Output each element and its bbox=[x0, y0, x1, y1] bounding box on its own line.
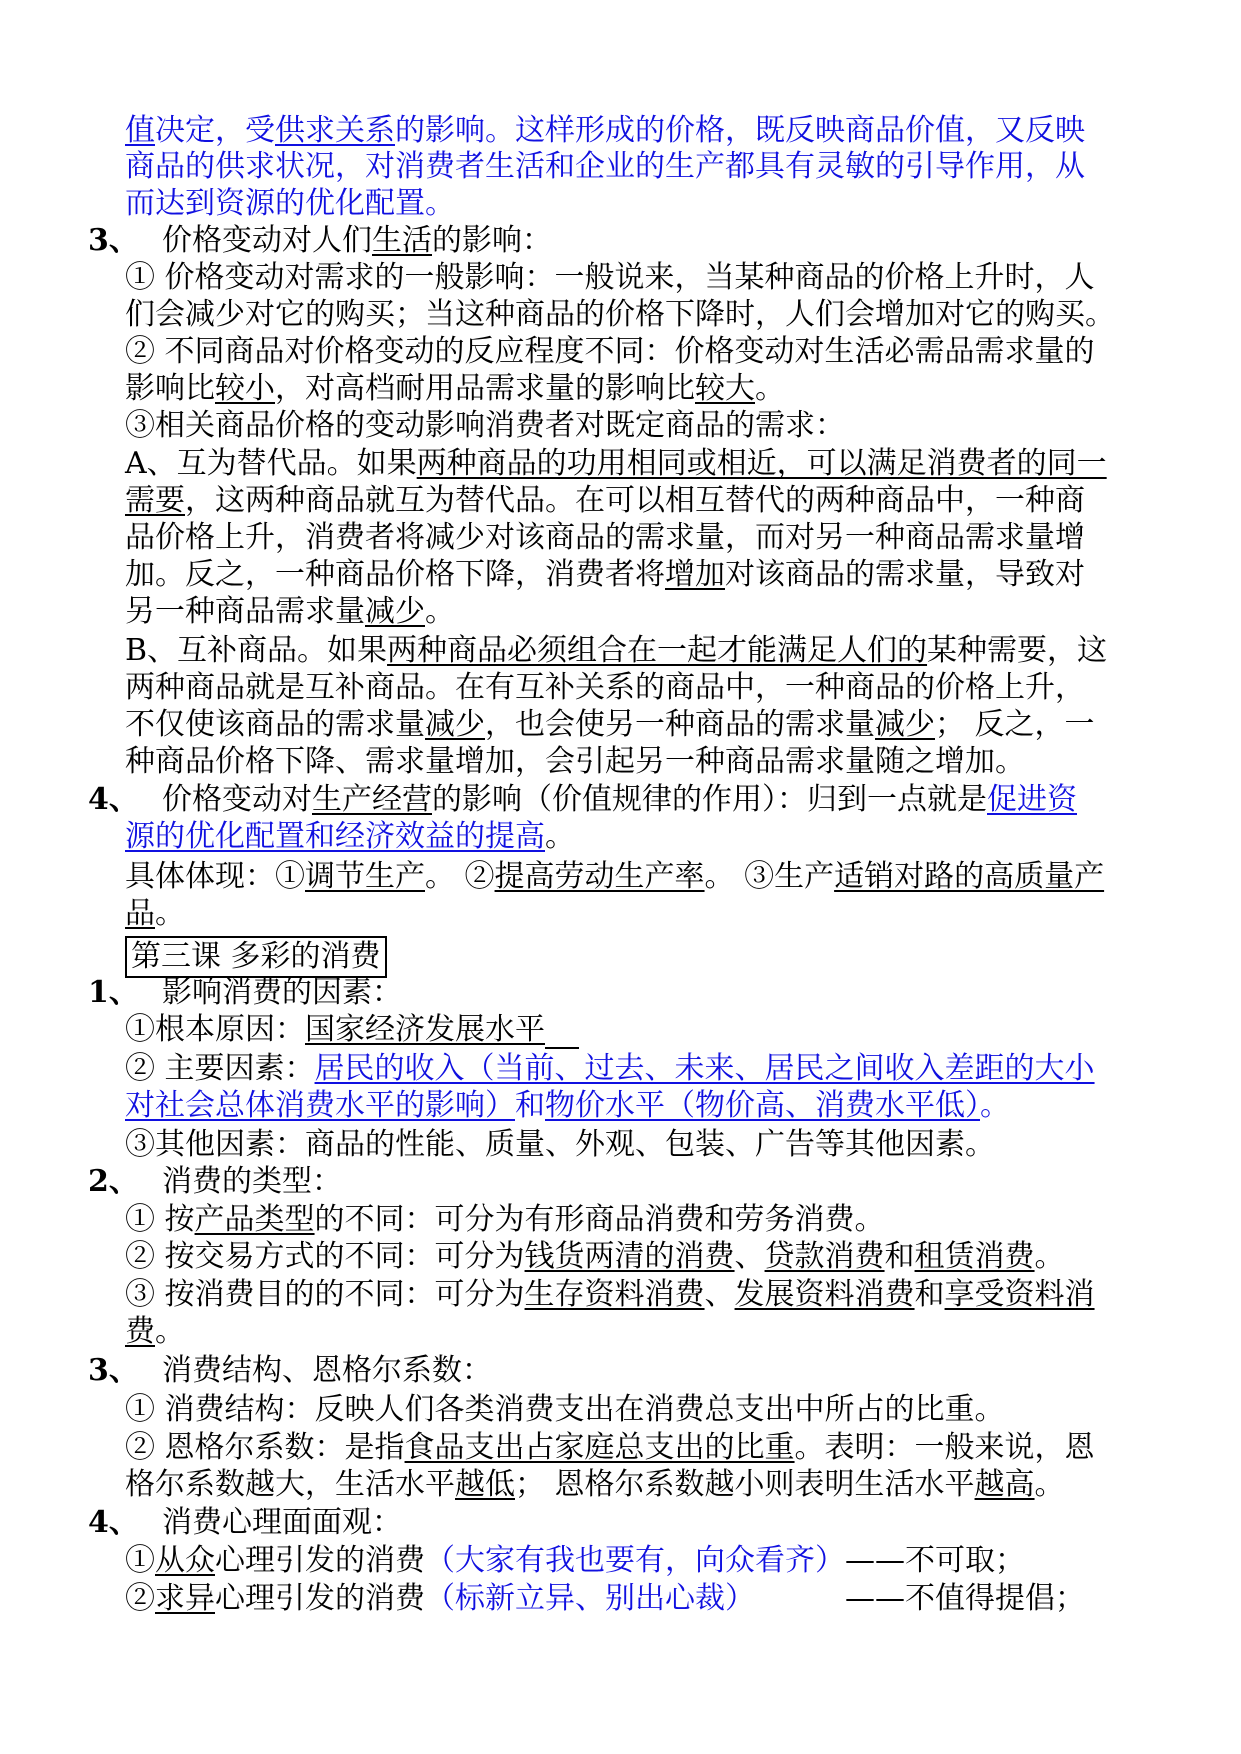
text: ； 恩格尔系数越小则表明生活水平 bbox=[515, 1467, 975, 1502]
paragraph-line bbox=[125, 445, 1107, 483]
underlined-term: 增加 bbox=[665, 557, 725, 592]
underlined-term: 促进资 bbox=[987, 782, 1077, 817]
text: ——不值得提倡； bbox=[845, 1581, 1085, 1616]
text: ，也会使另一种商品的需求量 bbox=[485, 707, 875, 742]
paragraph-line bbox=[125, 1542, 1025, 1580]
text: 价格变动对人们 bbox=[162, 223, 372, 258]
paragraph-line bbox=[125, 1429, 1095, 1467]
paragraph-line bbox=[125, 1238, 1065, 1276]
text: ② 按交易方式的不同：可分为 bbox=[125, 1239, 525, 1274]
text: 和 bbox=[884, 1239, 915, 1274]
paragraph-line bbox=[125, 895, 185, 933]
underlined-term: 供求关系 bbox=[275, 113, 395, 148]
text: 加。反之，一种商品价格下降，消费者将 bbox=[125, 557, 665, 592]
underlined-term: 两种商品的功用相同或相近，可以满足消费者的同一 bbox=[416, 446, 1107, 481]
text: 的影响（价值规律的作用）：归到一点就是 bbox=[432, 782, 987, 817]
section-heading: 消费心理面面观： bbox=[162, 1505, 402, 1540]
underlined-term: 适销对路的高质量产 bbox=[834, 859, 1105, 894]
underlined-term: 物价水平（物价高、消费水平低） bbox=[545, 1088, 980, 1123]
text: 和 bbox=[515, 1088, 545, 1123]
section-heading: 影响消费的因素： bbox=[162, 975, 402, 1010]
intro-line-2: 商品的供求状况，对消费者生活和企业的生产都具有灵敏的引导作用，从 bbox=[125, 149, 1085, 184]
underlined-term: 值 bbox=[125, 113, 155, 148]
text: 具体体现：① bbox=[125, 859, 305, 894]
paragraph-line bbox=[125, 632, 1107, 670]
paragraph-line bbox=[125, 370, 785, 408]
paragraph-line bbox=[125, 858, 1104, 896]
underlined-term: 越低 bbox=[455, 1467, 515, 1502]
underlined-term: 居民的收入（当前、过去、未来、居民之间收入差距的大小 bbox=[314, 1051, 1095, 1086]
paragraph-line bbox=[125, 1201, 885, 1239]
text: 不仅使该商品的需求量 bbox=[125, 707, 425, 742]
underlined-term: 贷款消费 bbox=[764, 1239, 885, 1274]
underlined-term: 租赁消费 bbox=[914, 1239, 1035, 1274]
text: 的影响。这样形成的价格，既反映商品价值，又反映 bbox=[395, 113, 1085, 148]
paragraph-line bbox=[125, 706, 1095, 744]
underlined-term: 减少 bbox=[875, 707, 935, 742]
underlined-term: 国家经济发展水平 bbox=[305, 1012, 545, 1047]
text: 的不同：可分为有形商品消费和劳务消费。 bbox=[314, 1202, 885, 1237]
paragraph-line bbox=[125, 1050, 1095, 1088]
underlined-term: 较小 bbox=[215, 371, 275, 406]
text: 价格变动对 bbox=[162, 782, 312, 817]
paragraph-line: ① 消费结构：反映人们各类消费支出在消费总支出中所占的比重。 bbox=[125, 1392, 1005, 1427]
section-number: 4、 bbox=[88, 782, 139, 817]
paragraph-line bbox=[125, 556, 1085, 594]
text: 。 bbox=[545, 819, 575, 854]
intro-line-3: 而达到资源的优化配置。 bbox=[125, 186, 455, 221]
text: （标新立异、别出心裁） bbox=[425, 1581, 755, 1616]
text: 。 bbox=[425, 594, 455, 629]
text: 的影响： bbox=[432, 223, 552, 258]
text: ① 按 bbox=[125, 1202, 195, 1237]
paragraph-line bbox=[125, 593, 455, 631]
section-heading bbox=[162, 781, 1077, 819]
underlined-term: 两种商品必须组合在一起才能满足人们的 bbox=[387, 633, 928, 668]
underlined-term: 越高 bbox=[974, 1467, 1035, 1502]
text: 和 bbox=[914, 1277, 945, 1312]
paragraph-line: 两种商品就是互补商品。在有互补关系的商品中，一种商品的价格上升， bbox=[125, 670, 1085, 705]
text: 。 bbox=[755, 371, 785, 406]
text: 心理引发的消费 bbox=[215, 1543, 425, 1578]
text: 。 bbox=[155, 896, 185, 931]
underlined-term: 发展资料消费 bbox=[734, 1277, 915, 1312]
section-heading bbox=[162, 222, 552, 260]
paragraph-line: ③其他因素：商品的性能、质量、外观、包装、广告等其他因素。 bbox=[125, 1127, 995, 1162]
text: 对该商品的需求量，导致对 bbox=[725, 557, 1085, 592]
paragraph-line bbox=[125, 1466, 1065, 1504]
text: 。 bbox=[1034, 1467, 1065, 1502]
text: ② bbox=[125, 1581, 155, 1616]
text: ② 恩格尔系数：是指 bbox=[125, 1430, 405, 1465]
text: 心理引发的消费 bbox=[215, 1581, 425, 1616]
underlined-term: 产品类型 bbox=[194, 1202, 315, 1237]
section-heading: 消费结构、恩格尔系数： bbox=[162, 1353, 492, 1388]
text: ② 主要因素： bbox=[125, 1051, 315, 1086]
text: ③ 按消费目的的不同：可分为 bbox=[125, 1277, 525, 1312]
text: B、互补商品。如果 bbox=[125, 633, 388, 668]
section-number: 4、 bbox=[88, 1505, 139, 1540]
text: 。表明：一般来说，恩 bbox=[794, 1430, 1095, 1465]
paragraph-line bbox=[125, 818, 575, 856]
lesson-title: 第三课 多彩的消费 bbox=[125, 936, 387, 978]
underlined-term: 源的优化配置和经济效益的提高 bbox=[125, 819, 545, 854]
underlined-term: 品 bbox=[125, 896, 155, 931]
text: ① bbox=[125, 1543, 155, 1578]
paragraph-line: 品价格上升，消费者将减少对该商品的需求量，而对另一种商品需求量增 bbox=[125, 520, 1085, 555]
paragraph-line bbox=[125, 1313, 185, 1351]
trailing-underline bbox=[545, 1017, 579, 1049]
underlined-term: 调节生产 bbox=[305, 859, 425, 894]
section-number: 2、 bbox=[88, 1164, 139, 1199]
text: A、互为替代品。如果 bbox=[125, 446, 417, 481]
underlined-term: 享受资料消 bbox=[944, 1277, 1095, 1312]
underlined-term: 生存资料消费 bbox=[524, 1277, 705, 1312]
text: 。 bbox=[1034, 1239, 1065, 1274]
underlined-term: 食品支出占家庭总支出的比重 bbox=[404, 1430, 795, 1465]
underlined-term: 求异 bbox=[155, 1581, 215, 1616]
underlined-term: 需要 bbox=[125, 483, 185, 518]
text: （大家有我也要有，向众看齐） bbox=[425, 1543, 845, 1578]
paragraph-line: ③相关商品价格的变动影响消费者对既定商品的需求： bbox=[125, 408, 845, 443]
underlined-term: 从众 bbox=[155, 1543, 215, 1578]
underlined-term: 生活 bbox=[372, 223, 432, 258]
paragraph-line: 种商品价格下降、需求量增加，会引起另一种商品需求量随之增加。 bbox=[125, 744, 1025, 779]
underlined-term: 减少 bbox=[365, 594, 425, 629]
paragraph-line bbox=[125, 1276, 1095, 1314]
section-number: 1、 bbox=[88, 975, 139, 1010]
underlined-term: 费 bbox=[125, 1314, 155, 1349]
text: ； 反之，一 bbox=[935, 707, 1095, 742]
underlined-term: 提高劳动生产率 bbox=[494, 859, 705, 894]
text: 另一种商品需求量 bbox=[125, 594, 365, 629]
paragraph-line: ② 不同商品对价格变动的反应程度不同：价格变动对生活必需品需求量的 bbox=[125, 334, 1095, 369]
text: 。 bbox=[980, 1088, 1010, 1123]
underlined-term: 钱货两清的消费 bbox=[524, 1239, 735, 1274]
paragraph-line bbox=[125, 1580, 1085, 1618]
text: 、 bbox=[704, 1277, 735, 1312]
section-heading: 消费的类型： bbox=[162, 1164, 342, 1199]
paragraph-line: 们会减少对它的购买；当这种商品的价格下降时，人们会增加对它的购买。 bbox=[125, 297, 1115, 332]
text: ，对高档耐用品需求量的影响比 bbox=[275, 371, 695, 406]
text: 。 ③生产 bbox=[704, 859, 835, 894]
text: 某种需要，这 bbox=[927, 633, 1108, 668]
section-number: 3、 bbox=[88, 223, 139, 258]
paragraph-line bbox=[125, 1011, 579, 1049]
text: 。 ② bbox=[425, 859, 495, 894]
paragraph-line: ① 价格变动对需求的一般影响：一般说来，当某种商品的价格上升时，人 bbox=[125, 260, 1095, 295]
underlined-term: 减少 bbox=[425, 707, 485, 742]
underlined-term: 较大 bbox=[695, 371, 755, 406]
underlined-term: 对社会总体消费水平的影响） bbox=[125, 1088, 515, 1123]
underlined-term: 生产经营 bbox=[312, 782, 432, 817]
text: 。 bbox=[155, 1314, 185, 1349]
text: ，这两种商品就互为替代品。在可以相互替代的两种商品中，一种商 bbox=[185, 483, 1085, 518]
text: 、 bbox=[734, 1239, 765, 1274]
text: 影响比 bbox=[125, 371, 215, 406]
paragraph-line bbox=[125, 1087, 1010, 1125]
section-number: 3、 bbox=[88, 1353, 139, 1388]
text: ——不可取； bbox=[845, 1543, 1025, 1578]
text: 决定，受 bbox=[155, 113, 275, 148]
text: 格尔系数越大，生活水平 bbox=[125, 1467, 455, 1502]
intro-line-1 bbox=[125, 112, 1085, 150]
paragraph-line bbox=[125, 482, 1085, 520]
text: ①根本原因： bbox=[125, 1012, 305, 1047]
